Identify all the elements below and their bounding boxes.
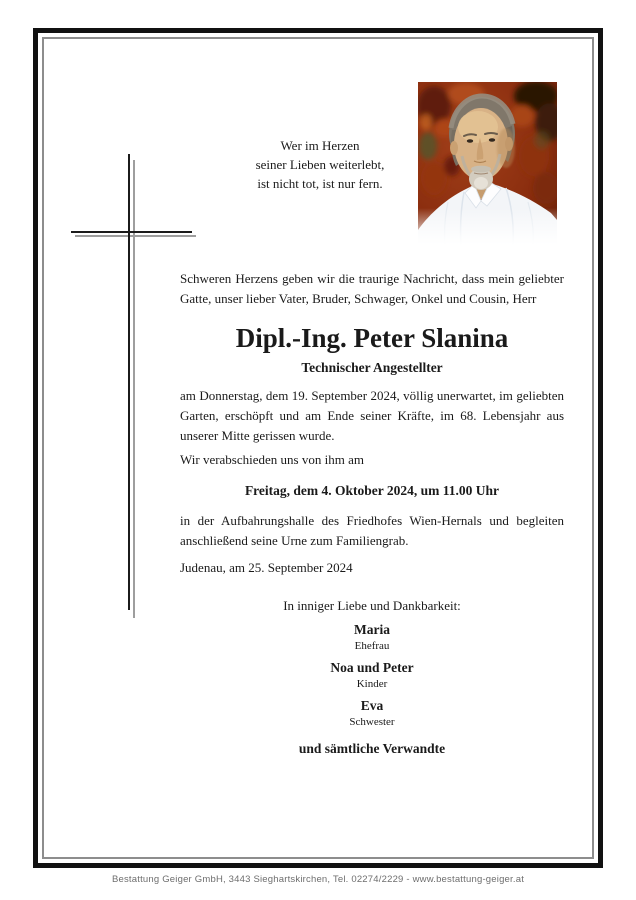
deceased-profession: Technischer Angestellter: [301, 360, 443, 375]
memorial-quote: [200, 136, 440, 193]
portrait-photo: [418, 82, 557, 245]
mourner-name: Noa und Peter: [330, 660, 414, 675]
quote-line: seiner Lieben weiterlebt,: [255, 157, 385, 172]
closing-line: In inniger Liebe und Dankbarkeit:: [283, 598, 461, 613]
cross-horizontal-shadow: [75, 235, 196, 237]
cross-vertical-shadow: [133, 160, 135, 618]
mourner-name: Maria: [354, 622, 390, 637]
relatives-line: und sämtliche Verwandte: [298, 741, 446, 756]
dateline: Judenau, am 25. September 2024: [180, 560, 353, 575]
mourner-relation: Kinder: [356, 678, 388, 690]
quote-line: Wer im Herzen: [280, 138, 360, 153]
quote-line: ist nicht tot, ist nur fern.: [257, 176, 383, 191]
farewell-intro: Wir verabschieden uns von ihm am: [180, 452, 364, 467]
intro-paragraph: Schweren Herzens geben wir die traurige Nachricht, dass mein geliebter Gatte, unser lieber Vater, Bruder, Schwager, Onkel und Cousin, Herr: [180, 271, 564, 306]
cross-horizontal-bar: [71, 231, 192, 233]
deceased-name: Dipl.-Ing. Peter Slanina: [235, 323, 509, 353]
mourner-relation: Schwester: [349, 716, 395, 728]
mourner-block: [180, 622, 564, 653]
footer-text: Bestattung Geiger GmbH, 3443 Sieghartskirchen, Tel. 02274/2229 - www.bestattung-geiger.at: [111, 874, 525, 885]
ceremony-location: in der Aufbahrungshalle des Friedhofes Wien-Hernals und begleiten anschließend seine Urne zum Familiengrab.: [180, 513, 564, 548]
ceremony-datetime: Freitag, dem 4. Oktober 2024, um 11.00 Uhr: [244, 483, 500, 498]
mourner-block: [180, 660, 564, 691]
cross-vertical-bar: [128, 154, 130, 610]
mourner-name: Eva: [360, 698, 384, 713]
death-notice-paragraph: am Donnerstag, dem 19. September 2024, völlig unerwartet, im geliebten Garten, erschöpft und am Ende seiner Kräfte, im 68. Lebensjahr aus unserer Mitte gerissen wurde.: [180, 388, 564, 443]
mourner-relation: Ehefrau: [354, 640, 390, 652]
mourner-block: [180, 698, 564, 729]
